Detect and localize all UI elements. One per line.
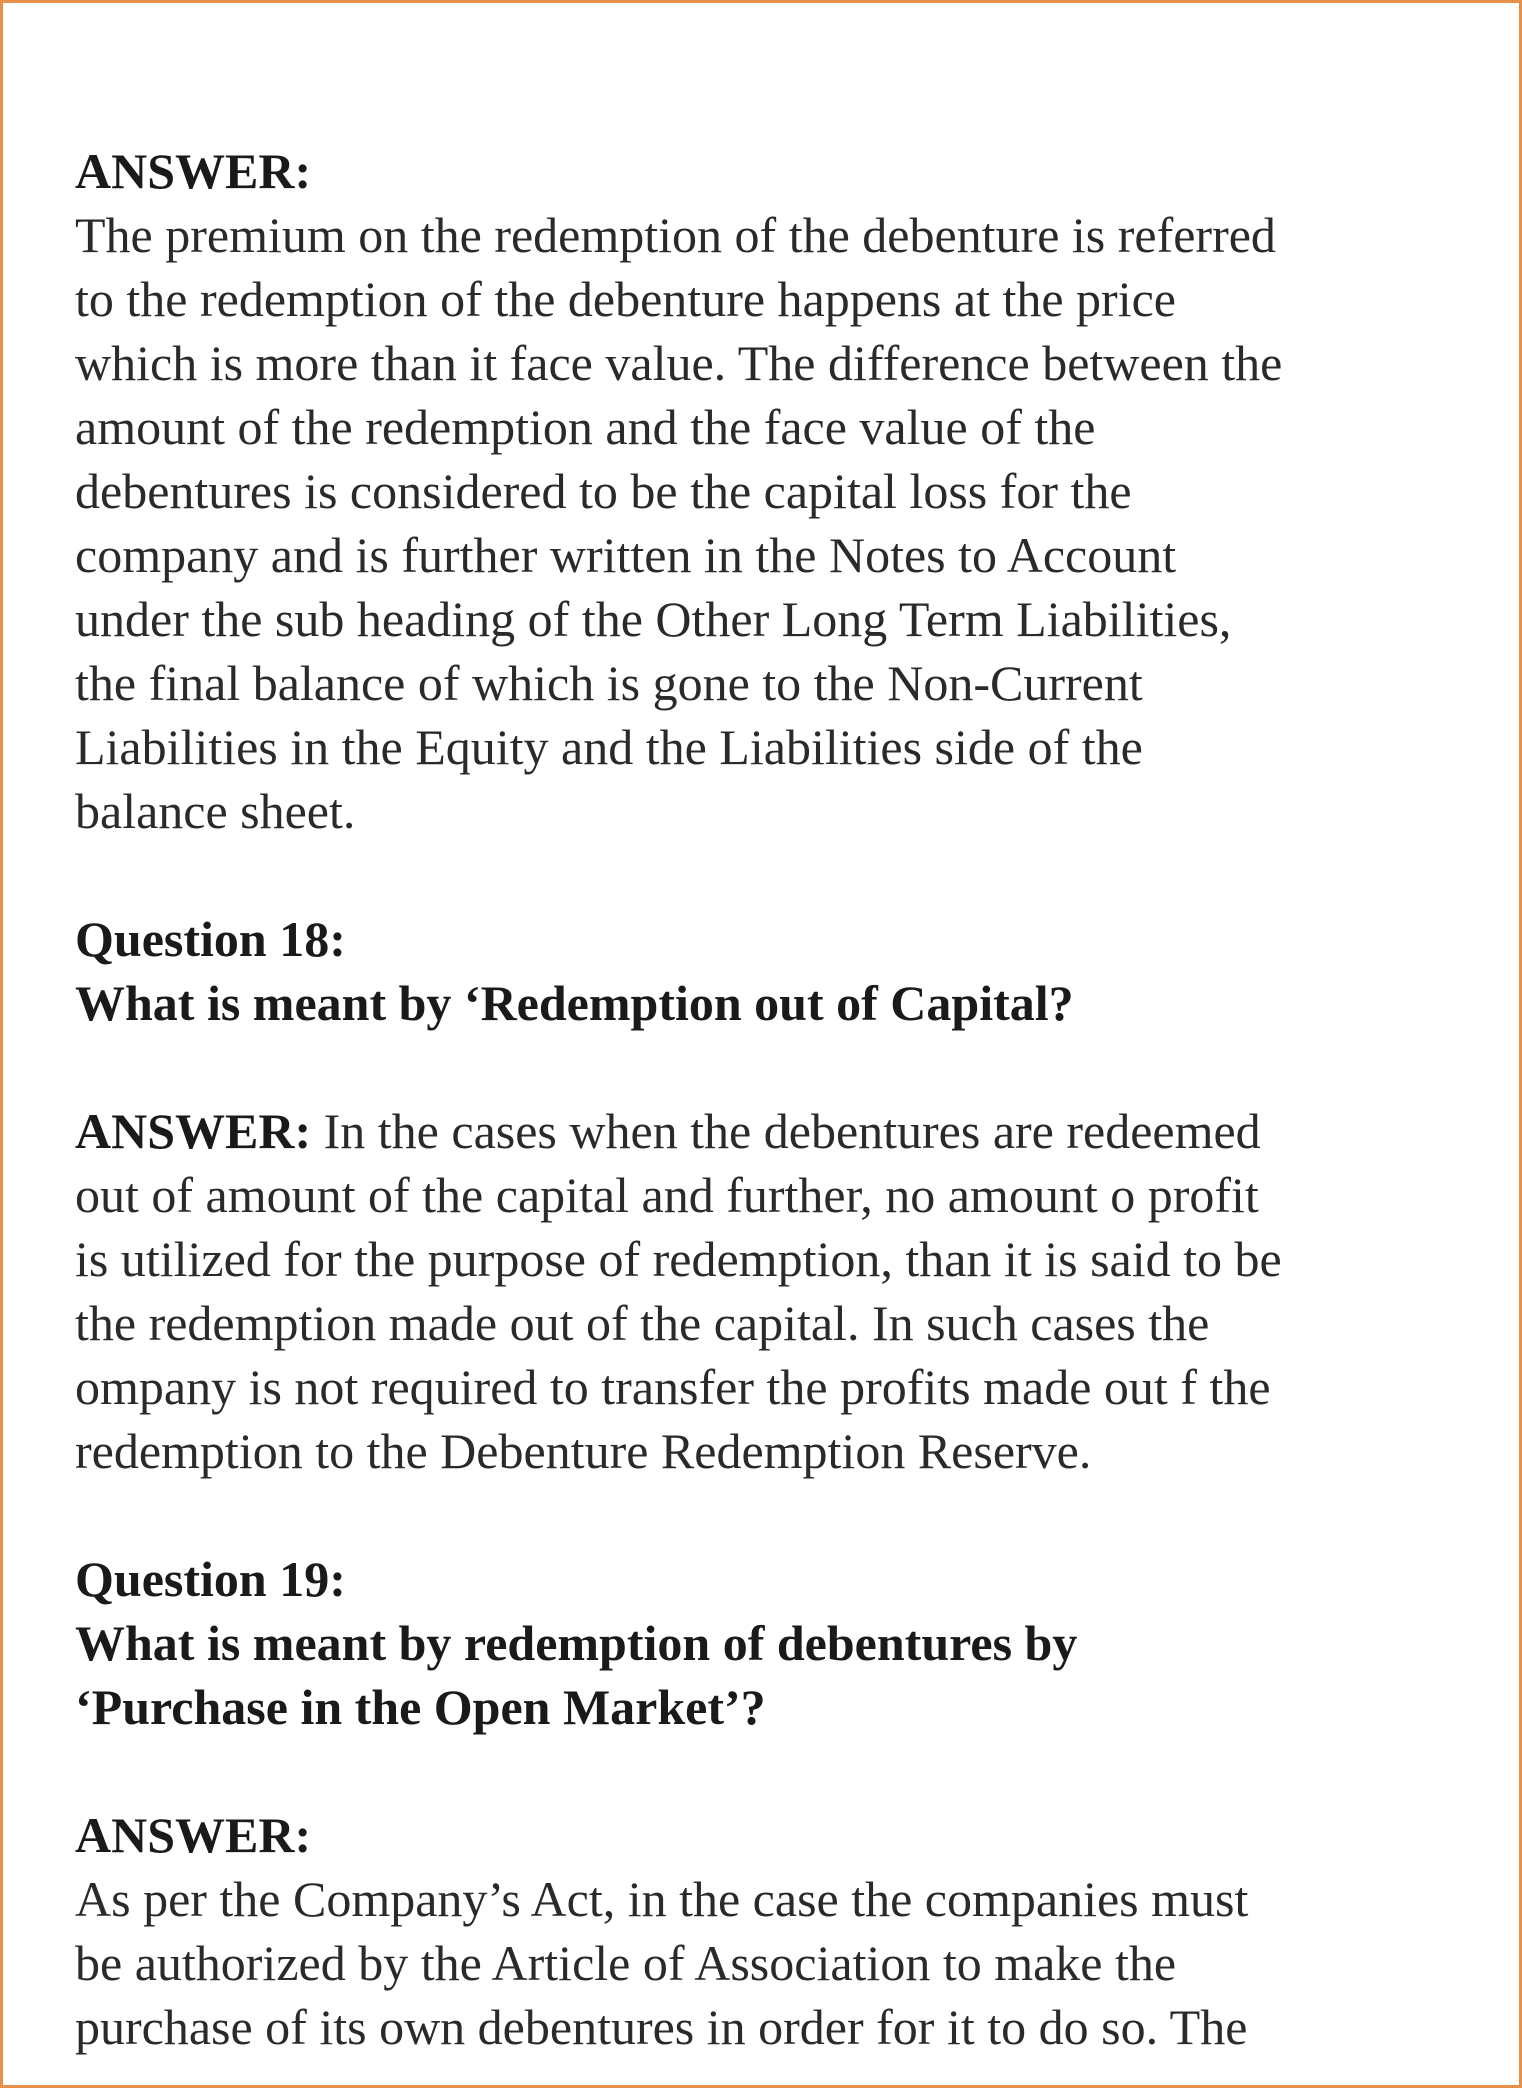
answer-text-line: company and is further written in the Notes to Account bbox=[75, 527, 1177, 583]
answer-text-line: debentures is considered to be the capital loss for the bbox=[75, 463, 1132, 519]
question-text-line: What is meant by redemption of debentures by bbox=[75, 1615, 1078, 1671]
spacer bbox=[75, 1035, 1465, 1099]
answer-text-line: amount of the redemption and the face value of the bbox=[75, 399, 1096, 455]
answer-text-line: is utilized for the purpose of redemption, than it is said to be bbox=[75, 1231, 1282, 1287]
answer-19-block bbox=[75, 1803, 1465, 2059]
answer-text-line: which is more than it face value. The difference between the bbox=[75, 335, 1283, 391]
answer-text-line: the redemption made out of the capital. In such cases the bbox=[75, 1295, 1210, 1351]
answer-first-line bbox=[75, 1099, 1465, 1163]
answer-text-line: be authorized by the Article of Association to make the bbox=[75, 1935, 1177, 1991]
answer-text-line: The premium on the redemption of the debenture is referred bbox=[75, 207, 1276, 263]
answer-label: ANSWER: bbox=[75, 143, 312, 199]
answer-text-line: out of amount of the capital and further, no amount o profit bbox=[75, 1167, 1259, 1223]
question-18-block bbox=[75, 907, 1465, 1035]
question-number: Question 19: bbox=[75, 1551, 346, 1607]
answer-label: ANSWER: bbox=[75, 1807, 312, 1863]
answer-text-line: under the sub heading of the Other Long Term Liabilities, bbox=[75, 591, 1232, 647]
answer-text-line: Liabilities in the Equity and the Liabilities side of the bbox=[75, 719, 1143, 775]
spacer bbox=[75, 1483, 1465, 1547]
question-number: Question 18: bbox=[75, 911, 346, 967]
spacer bbox=[75, 843, 1465, 907]
answer-text-line: ompany is not required to transfer the profits made out f the bbox=[75, 1359, 1271, 1415]
answer-18-block bbox=[75, 1099, 1465, 1483]
answer-text-line: to the redemption of the debenture happens at the price bbox=[75, 271, 1176, 327]
answer-text-inline: In the cases when the debentures are redeemed bbox=[311, 1103, 1261, 1159]
answer-17-block bbox=[75, 139, 1465, 843]
answer-text-line: balance sheet. bbox=[75, 783, 356, 839]
answer-text-line: purchase of its own debentures in order for it to do so. The bbox=[75, 1999, 1248, 2055]
question-text: What is meant by ‘Redemption out of Capital? bbox=[75, 975, 1074, 1031]
answer-text-line: the final balance of which is gone to the Non-Current bbox=[75, 655, 1143, 711]
answer-text-line: redemption to the Debenture Redemption Reserve. bbox=[75, 1423, 1092, 1479]
spacer bbox=[75, 1739, 1465, 1803]
answer-text-line: As per the Company’s Act, in the case the companies must bbox=[75, 1871, 1249, 1927]
question-19-block bbox=[75, 1547, 1465, 1739]
question-text-line: ‘Purchase in the Open Market’? bbox=[75, 1679, 766, 1735]
answer-label: ANSWER: bbox=[75, 1103, 312, 1159]
document-body bbox=[75, 139, 1465, 2059]
